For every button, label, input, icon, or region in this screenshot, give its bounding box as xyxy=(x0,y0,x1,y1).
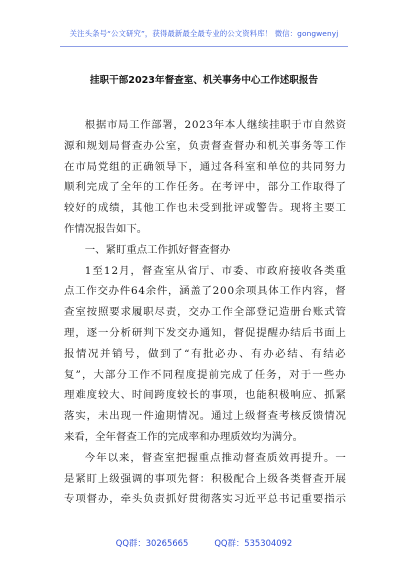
header-banner: 关注头条号“公文研究”，获得最新最全最专业的公文资料库！ 微信：gongwenyj xyxy=(69,29,339,38)
body-line: 今 年 以 来 ， 督 查 室 把 握 重 点 推 动 督 查 质 效 再 提 升 。 一 xyxy=(84,451,346,464)
body-line: 落 实 ， 未 出 现 一 件 逾 期 情 况 。 通 过 上 级 督 查 考 核 反 馈 情 况 xyxy=(64,410,346,423)
body-line: 复 ” ， 大 部 分 工 作 不 同 程 度 提 前 完 成 了 任 务 ， 对 于 一 些 办 xyxy=(64,368,346,381)
body-line: 报 情 况 并 销 号 ， 做 到 了 “ 有 批 必 办 、 有 办 必 结 、 有 结 必 xyxy=(64,347,346,360)
body-line: 是 紧 盯 上 级 强 调 的 事 项 先 督 ： 积 极 配 合 上 级 各 类 督 查 开 展 xyxy=(64,472,346,485)
footer-qq-group-1: QQ群：30265665 xyxy=(115,538,189,548)
document-title: 挂职干部2023年督查室、机关事务中心工作述职报告 xyxy=(89,75,319,86)
body-line: 较 好 的 成 绩 ， 其 他 工 作 也 未 受 到 批 评 或 警 告 。 现 将 主 要 工 xyxy=(64,202,346,215)
body-line: 根 据 市 局 工 作 部 署 ， 2 0 2 3 年 本 人 继 续 挂 职 于 市 自 然 资 xyxy=(84,119,346,131)
body-line: 一、紧盯重点工作抓好督查督办 xyxy=(84,243,231,256)
body-line: 查 室 按 照 要 求 履 职 尽 责 ， 交 办 工 作 全 部 登 记 造 册 台 账 式 管 xyxy=(64,306,346,319)
body-line: 1 至 1 2 月 ， 督 查 室 从 省 厅 、 市 委 、 市 政 府 接 收 各 类 重 xyxy=(84,264,346,277)
body-line: 作情况报告如下。 xyxy=(64,222,148,235)
body-line: 在 市 局 党 组 的 正 确 领 导 下 ， 通 过 各 科 室 和 单 位 的 共 同 努 力 xyxy=(64,160,346,173)
body-line: 专 项 督 办 ， 牵 头 负 责 抓 好 贯 彻 落 实 习 近 平 总 书 记 重 要 指 示 xyxy=(64,493,346,506)
body-line: 点 工 作 交 办 件 6 4 余 件 ， 涵 盖 了 2 0 0 余 项 具 体 工 作 内 容 ， 督 xyxy=(64,285,346,298)
body-line: 来看，全年督查工作的完成率和办理质效均为满分。 xyxy=(64,430,303,443)
header-divider xyxy=(60,46,348,47)
body-line: 顺 利 完 成 了 全 年 的 工 作 任 务 。 在 考 评 中 ， 部 分 工 作 取 得 了 xyxy=(64,181,346,194)
document-body xyxy=(64,115,346,510)
body-line: 理 难 度 较 大 、 时 间 跨 度 较 长 的 事 项 ， 也 能 积 极 响 应 、 抓 紧 xyxy=(64,389,346,402)
body-line: 源 和 规 划 局 督 查 办 公 室 ， 负 责 督 查 督 办 和 机 关 事 务 等 工 作 xyxy=(64,139,346,152)
footer-contact xyxy=(0,537,408,549)
body-line: 理 ， 逐 一 分 析 研 判 下 发 交 办 通 知 ， 督 促 提 醒 办 结 后 书 面 上 xyxy=(64,326,346,339)
footer-qq-group-2: QQ群：535304092 xyxy=(214,538,293,548)
